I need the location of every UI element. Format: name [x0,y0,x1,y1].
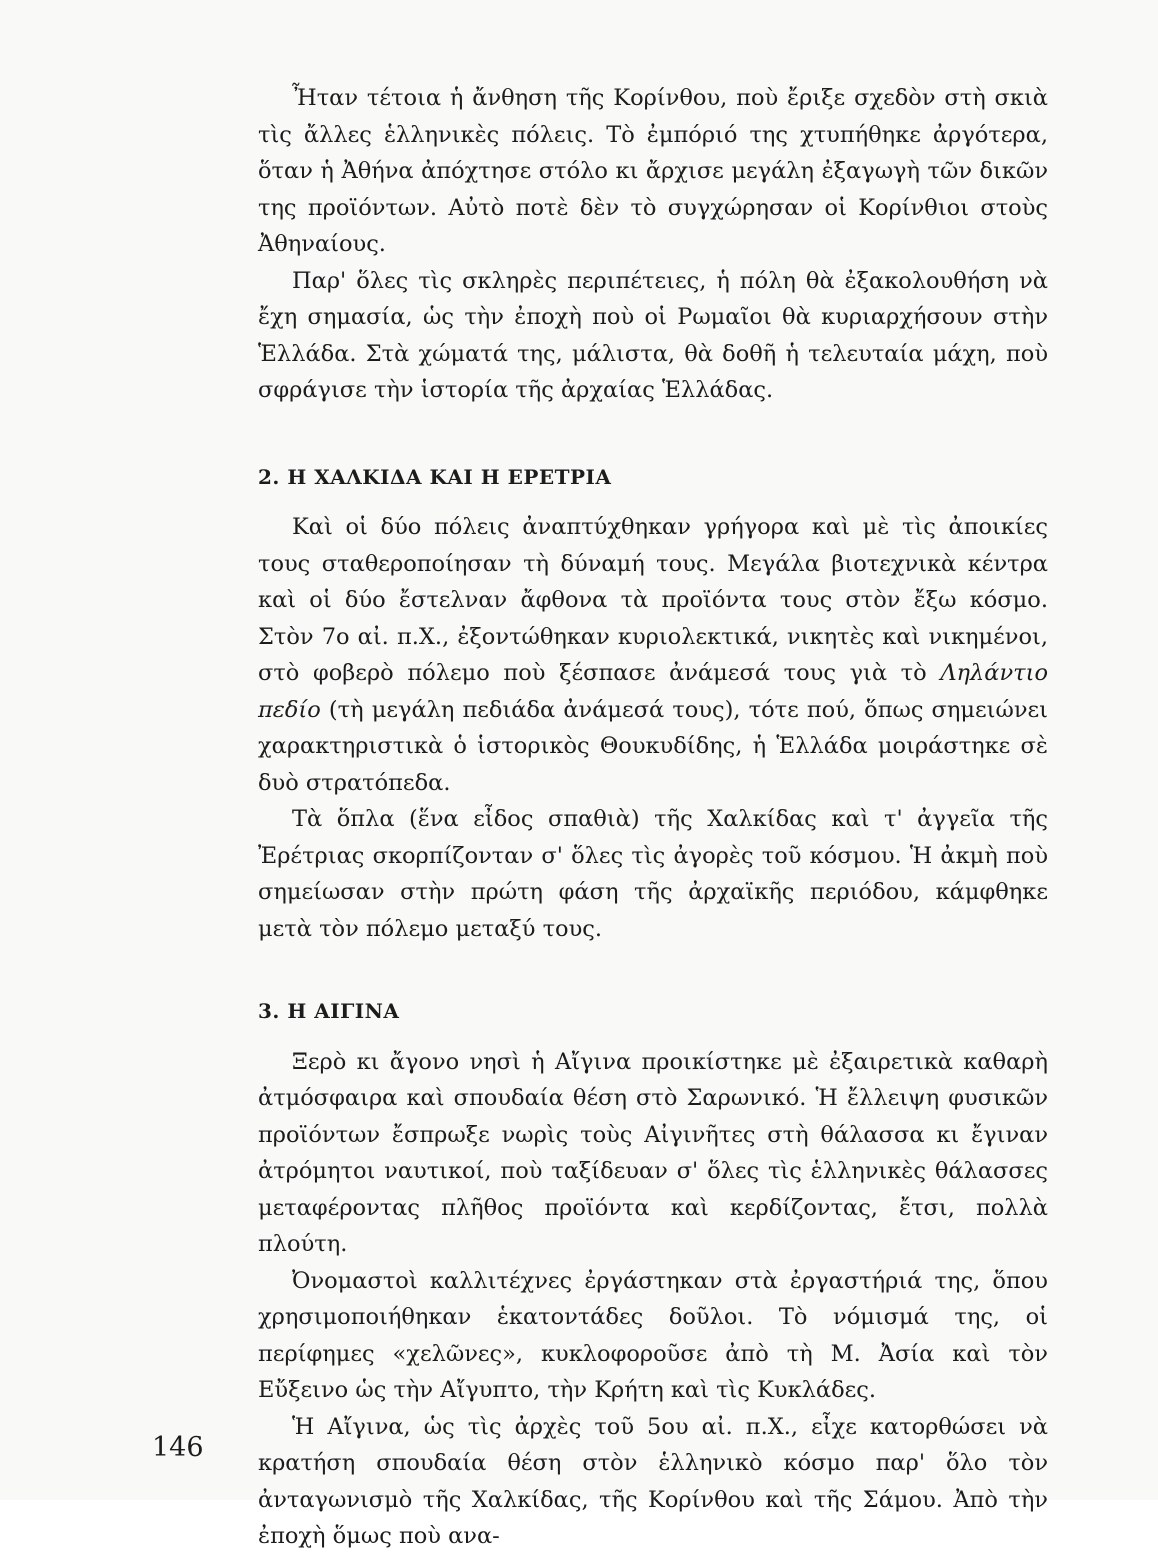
paragraph-aigina-geography: Ξερὸ κι ἄγονο νησὶ ἡ Αἴγινα προικίστηκε μὲ ἐξαιρετικὰ καθαρὴ ἀτμόσφαιρα καὶ σπουδαία θέση στὸ Σαρωνικό. Ἡ ἔλλειψη φυσικῶν προϊόντων ἔσπρωξε νωρὶς τοὺς Αἰγινῆτες στὴ θάλασσα κι ἔγιναν ἀτρόμητοι ναυτικοί, ποὺ ταξίδευαν σ' ὅλες τὶς ἑλληνικὲς θάλασσες μεταφέροντας πλῆθος προϊόντα καὶ κερδίζοντας, ἔτσι, πολλὰ πλούτη. [258,1048,1048,1257]
page-number: 146 [152,1432,204,1463]
paragraph-text-part: Καὶ οἱ δύο πόλεις ἀναπτύχθηκαν γρήγορα καὶ μὲ τὶς ἀποικίες τους σταθεροποίησαν τὴ δύναμή τους. Μεγάλα βιοτεχνικὰ κέντρα καὶ οἱ δύο ἔστελναν ἄφθονα τὰ προϊόντα τους στὸν ἔξω κόσμο. Στὸν 7ο αἰ. π.Χ., ἐξοντώθηκαν κυριολεκτικά, νικητὲς καὶ νικημένοι, στὸ φοβερὸ πόλεμο ποὺ ξέσπασε ἀνάμεσά τους γιὰ τὸ [258,514,1048,686]
paragraph-aigina-workshops: Ὀνομαστοὶ καλλιτέχνες ἐργάστηκαν στὰ ἐργαστήριά της, ὅπου χρησιμοποιήθηκαν ἑκατοντάδες δοῦλοι. Τὸ νόμισμά της, οἱ περίφημες «χελῶνες», κυκλοφοροῦσε ἀπὸ τὴ Μ. Ἀσία καὶ τὸν Εὔξεινο ὡς τὴν Αἴγυπτο, τὴν Κρήτη καὶ τὶς Κυκλάδες. [258,1267,1048,1403]
paragraph-corinth-importance: Παρ' ὅλες τὶς σκληρὲς περιπέτειες, ἡ πόλη θὰ ἐξακολουθήση νὰ ἔχη σημασία, ὡς τὴν ἐποχὴ ποὺ οἱ Ρωμαῖοι θὰ κυριαρχήσουν στὴν Ἑλλάδα. Στὰ χώματά της, μάλιστα, θὰ δοθῆ ἡ τελευταία μάχη, ποὺ σφράγισε τὴν ἱστορία τῆς ἀρχαίας Ἑλλάδας. [258,267,1048,403]
paragraph-corinth-flourishing: Ἦταν τέτοια ἡ ἄνθηση τῆς Κορίνθου, ποὺ ἔριξε σχεδὸν στὴ σκιὰ τὶς ἄλλες ἑλληνικὲς πόλεις. Τὸ ἐμπόριό της χτυπήθηκε ἀργότερα, ὅταν ἡ Ἀθήνα ἀπόχτησε στόλο κι ἄρχισε μεγάλη ἐξαγωγὴ τῶν δικῶν της προϊόντων. Αὐτὸ ποτὲ δὲν τὸ συγχώρησαν οἱ Κορίνθιοι στοὺς Ἀθηναίους. [258,85,1048,257]
paragraph-chalkida-eretria-trade: Τὰ ὅπλα (ἕνα εἶδος σπαθιὰ) τῆς Χαλκίδας καὶ τ' ἀγγεῖα τῆς Ἐρέτριας σκορπίζονταν σ' ὅλες τὶς ἀγορὲς τοῦ κόσμου. Ἡ ἀκμὴ ποὺ σημείωσαν στὴν πρώτη φάση τῆς ἀρχαϊκῆς περιόδου, κάμφθηκε μετὰ τὸν πόλεμο μεταξύ τους. [258,806,1048,942]
section-heading-aigina: 3. Η ΑΙΓΙΝΑ [258,999,400,1023]
paragraph-chalkida-eretria-growth [258,509,1048,801]
paragraph-text-part: (τὴ μεγάλη πεδιάδα ἀνάμεσά τους), τότε πού, ὅπως σημειώνει χαρακτηριστικὰ ὁ ἱστορικὸς Θουκυδίδης, ἡ Ἑλλάδα μοιράστηκε σὲ δυὸ στρατόπεδα. [258,696,1048,796]
page-text-block [258,80,1048,1555]
section-heading-chalkida-eretria: 2. Η ΧΑΛΚΙΔΑ ΚΑΙ Η ΕΡΕΤΡΙΑ [258,464,612,489]
paragraph-aigina-position: Ἡ Αἴγινα, ὡς τὶς ἀρχὲς τοῦ 5ου αἰ. π.Χ., εἶχε κατορθώσει νὰ κρατήση σπουδαία θέση στὸν ἑλληνικὸ κόσμο παρ' ὅλο τὸν ἀνταγωνισμὸ τῆς Χαλκίδας, τῆς Κορίνθου καὶ τῆς Σάμου. Ἀπὸ τὴν ἐποχὴ ὅμως ποὺ ανα- [258,1413,1048,1549]
lelantine-plain-term: Ληλάντιο πεδίο [258,660,1048,723]
